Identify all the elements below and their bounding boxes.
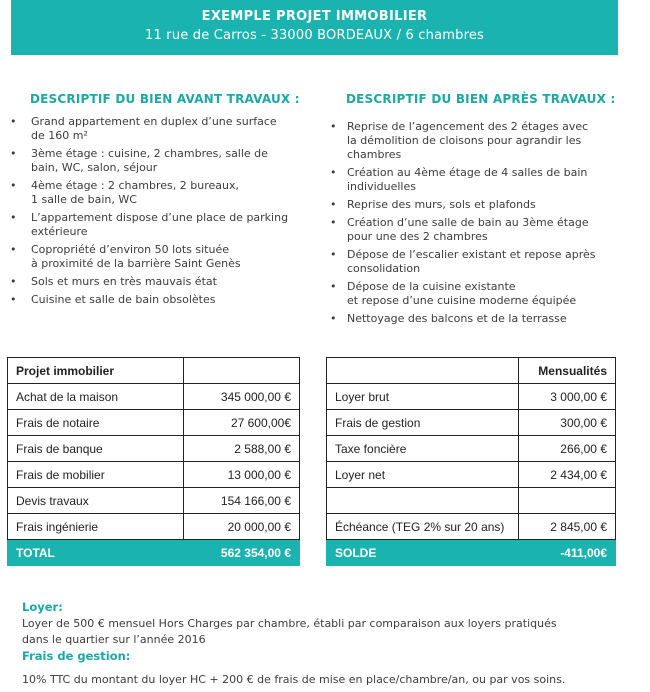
bullet-icon: • [10, 293, 17, 306]
descriptif-apres [330, 92, 620, 330]
row-label: TOTAL [8, 540, 184, 566]
list-item [10, 115, 310, 143]
row-value: 3 000,00 € [519, 384, 616, 410]
list-item-text: 4ème étage : 2 chambres, 2 bureaux, [31, 179, 239, 192]
mensualites-row [327, 514, 616, 540]
list-item-text: à proximité de la barrière Saint Genès [31, 257, 241, 270]
bullet-icon: • [330, 166, 337, 179]
row-label: SOLDE [327, 540, 519, 566]
mensualites-table [326, 357, 616, 566]
row-label: Frais de notaire [8, 410, 184, 436]
row-value [184, 358, 300, 384]
row-value: 27 600,00€ [184, 410, 300, 436]
row-value: 300,00 € [519, 410, 616, 436]
mensualites-row [327, 488, 616, 514]
projet-head-row [8, 358, 300, 384]
list-item-text: extérieure [31, 225, 88, 238]
gestion-text: 10% TTC du montant du loyer HC + 200 € de frais de mise en place/chambre/an, ou par vos soins. [22, 673, 566, 686]
row-label: Devis travaux [8, 488, 184, 514]
list-item [330, 120, 620, 162]
list-item-text: Cuisine et salle de bain obsolètes [31, 293, 216, 306]
row-value: 13 000,00 € [184, 462, 300, 488]
gestion-label: Frais de gestion: [22, 649, 131, 663]
list-item [330, 312, 620, 326]
list-item-text: bain, WC, salon, séjour [31, 161, 158, 174]
descriptif-avant-title: DESCRIPTIF DU BIEN AVANT TRAVAUX : [30, 92, 300, 106]
mensualites-row [327, 436, 616, 462]
list-item-text: Reprise de l’agencement des 2 étages avec [347, 120, 589, 133]
list-item [330, 216, 620, 244]
descriptif-avant [10, 92, 310, 311]
list-item-text: Dépose de la cuisine existante [347, 280, 516, 293]
list-item-text: Copropriété d’environ 50 lots située [31, 243, 229, 256]
projet-row [8, 488, 300, 514]
projet-table [7, 357, 300, 566]
mensualites-total-row [327, 540, 616, 566]
list-item [10, 211, 310, 239]
list-item-text: consolidation [347, 262, 421, 275]
bullet-icon: • [10, 243, 17, 256]
list-item [330, 248, 620, 276]
row-value: -411,00€ [519, 540, 616, 566]
list-item [10, 179, 310, 207]
projet-row [8, 462, 300, 488]
bullet-icon: • [330, 280, 337, 293]
bullet-icon: • [330, 198, 337, 211]
row-label: Frais de banque [8, 436, 184, 462]
list-item [10, 147, 310, 175]
row-label: Achat de la maison [8, 384, 184, 410]
list-item [10, 293, 310, 307]
notes-section [22, 600, 612, 689]
row-label: Taxe foncière [327, 436, 519, 462]
row-label: Frais de gestion [327, 410, 519, 436]
list-item-text: 1 salle de bain, WC [31, 193, 137, 206]
bullet-icon: • [10, 179, 17, 192]
descriptif-avant-list [10, 115, 310, 307]
bullet-icon: • [330, 312, 337, 325]
list-item-text: pour une des 2 chambres [347, 230, 488, 243]
projet-row [8, 436, 300, 462]
list-item [10, 275, 310, 289]
list-item-text: de 160 m² [31, 129, 88, 142]
row-value: Mensualités [519, 358, 616, 384]
bullet-icon: • [10, 211, 17, 224]
list-item-text: chambres [347, 148, 402, 161]
mensualites-row [327, 462, 616, 488]
bullet-icon: • [10, 275, 17, 288]
list-item [330, 280, 620, 308]
loyer-text-line-1: Loyer de 500 € mensuel Hors Charges par chambre, établi par comparaison aux loyers pratiqués [22, 617, 557, 630]
list-item [10, 243, 310, 271]
row-label [327, 358, 519, 384]
bullet-icon: • [10, 115, 17, 128]
bullet-icon: • [330, 248, 337, 261]
projet-total-row [8, 540, 300, 566]
list-item-text: et repose d’une cuisine moderne équipée [347, 294, 577, 307]
list-item-text: individuelles [347, 180, 416, 193]
row-value: 154 166,00 € [184, 488, 300, 514]
projet-row [8, 410, 300, 436]
list-item-text: Sols et murs en très mauvais état [31, 275, 217, 288]
row-value: 2 588,00 € [184, 436, 300, 462]
mensualites-row [327, 384, 616, 410]
row-value: 20 000,00 € [184, 514, 300, 540]
row-label [327, 488, 519, 514]
list-item-text: Création au 4ème étage de 4 salles de bain [347, 166, 588, 179]
descriptif-apres-title: DESCRIPTIF DU BIEN APRÈS TRAVAUX : [346, 92, 616, 106]
row-value: 562 354,00 € [184, 540, 300, 566]
projet-row [8, 384, 300, 410]
row-value: 2 845,00 € [519, 514, 616, 540]
row-label: Loyer net [327, 462, 519, 488]
loyer-label: Loyer: [22, 600, 63, 614]
mensualites-row [327, 410, 616, 436]
bullet-icon: • [330, 216, 337, 229]
list-item [330, 166, 620, 194]
list-item-text: Reprise des murs, sols et plafonds [347, 198, 536, 211]
row-value: 2 434,00 € [519, 462, 616, 488]
list-item [330, 198, 620, 212]
list-item-text: Nettoyage des balcons et de la terrasse [347, 312, 567, 325]
projet-row [8, 514, 300, 540]
bullet-icon: • [330, 120, 337, 133]
mensualites-head-row [327, 358, 616, 384]
row-label: Projet immobilier [8, 358, 184, 384]
row-value [519, 488, 616, 514]
list-item-text: la démolition de cloisons pour agrandir les [347, 134, 582, 147]
descriptif-apres-list [330, 120, 620, 326]
list-item-text: Dépose de l’escalier existant et repose après [347, 248, 596, 261]
row-label: Échéance (TEG 2% sur 20 ans) [327, 514, 519, 540]
page-header [11, 0, 618, 55]
list-item-text: 3ème étage : cuisine, 2 chambres, salle de [31, 147, 268, 160]
loyer-text-line-2: dans le quartier sur l’année 2016 [22, 633, 206, 646]
row-value: 345 000,00 € [184, 384, 300, 410]
list-item-text: Création d’une salle de bain au 3ème étage [347, 216, 589, 229]
list-item-text: Grand appartement en duplex d’une surface [31, 115, 277, 128]
row-label: Loyer brut [327, 384, 519, 410]
row-label: Frais ingénierie [8, 514, 184, 540]
page-subtitle: 11 rue de Carros - 33000 BORDEAUX / 6 chambres [145, 28, 484, 43]
bullet-icon: • [10, 147, 17, 160]
row-value: 266,00 € [519, 436, 616, 462]
page-title: EXEMPLE PROJET IMMOBILIER [201, 9, 428, 24]
list-item-text: L’appartement dispose d’une place de parking [31, 211, 289, 224]
row-label: Frais de mobilier [8, 462, 184, 488]
